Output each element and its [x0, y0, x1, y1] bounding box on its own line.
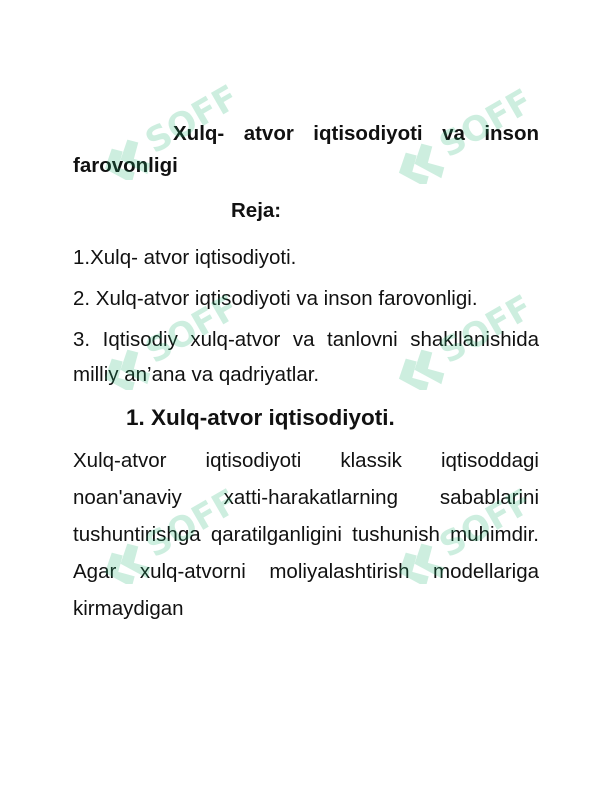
plan-item-3: 3. Iqtisodiy xulq-atvor va tanlovni shakllanishida milliy an’ana va qadriyatlar. [73, 328, 539, 386]
plan-item-2: 2. Xulq-atvor iqtisodiyoti va inson farovonligi. [73, 287, 478, 310]
svg-text:SOFF: SOFF [138, 290, 246, 372]
svg-text:SOFF: SOFF [432, 84, 540, 166]
document-body [73, 118, 539, 627]
plan-item-1: 1.Xulq- atvor iqtisodiyoti. [73, 246, 297, 269]
svg-text:SOFF: SOFF [432, 290, 540, 372]
document-title: Xulq- atvor iqtisodiyoti va inson farovonligi [73, 122, 539, 177]
plan-label: Reja: [231, 199, 282, 222]
svg-text:SOFF: SOFF [138, 484, 246, 566]
section-heading: 1. Xulq-atvor iqtisodiyoti. [126, 405, 395, 430]
svg-text:SOFF: SOFF [432, 484, 540, 566]
svg-text:SOFF: SOFF [138, 80, 246, 162]
body-paragraph: Xulq-atvor iqtisodiyoti klassik iqtisoddagi noan'anaviy xatti-harakatlarning sabablarini tushuntirishga qaratilganligini tushunish muhimdir. Agar xulq-atvorni moliyalashtirish modellariga kirmaydigan [73, 449, 539, 620]
